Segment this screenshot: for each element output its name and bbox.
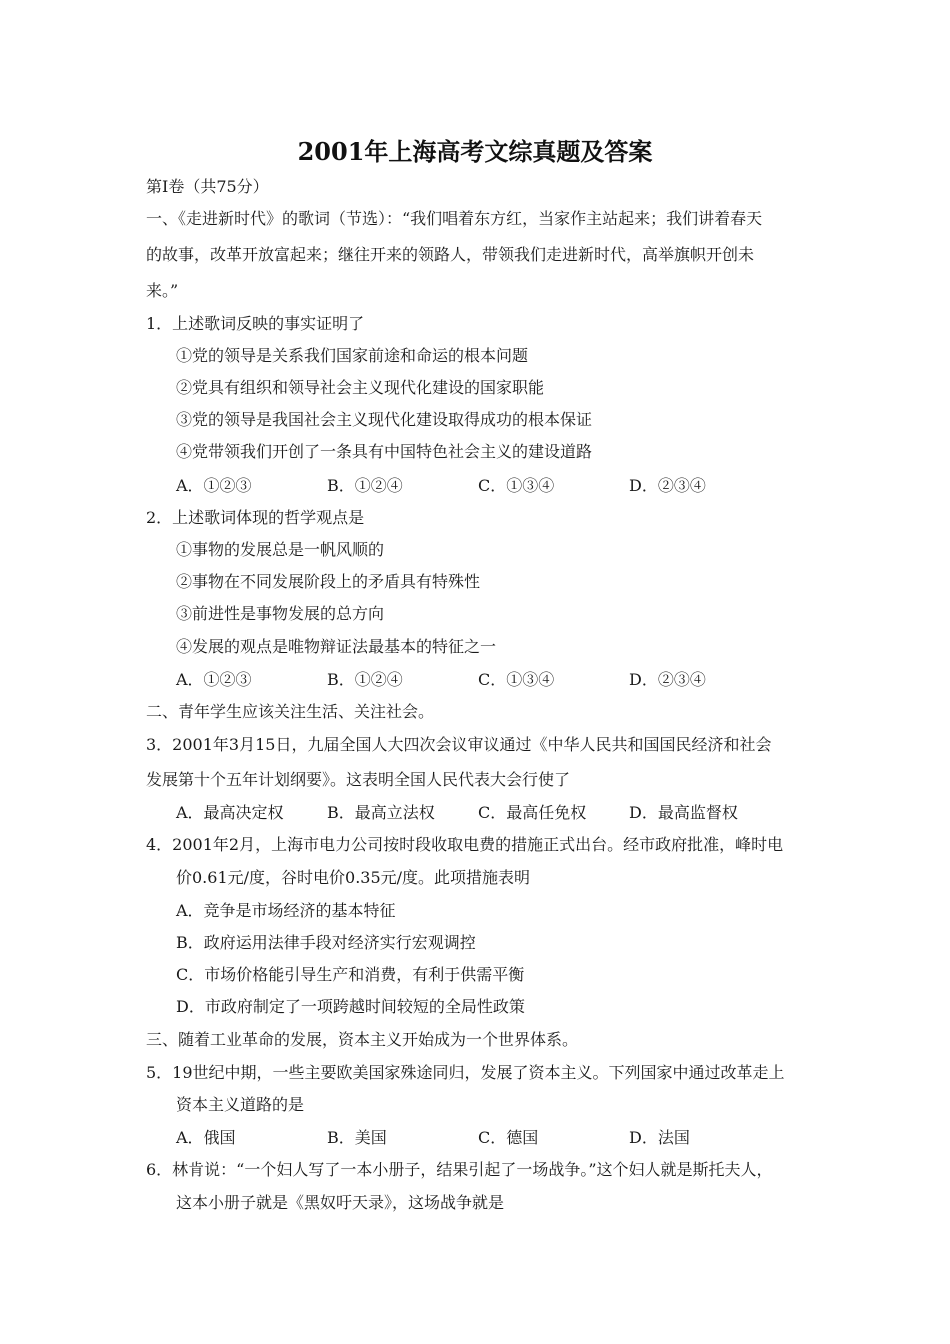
q1-option-a: A．①②③ (176, 476, 252, 495)
q1-item: ②党具有组织和领导社会主义现代化建设的国家职能 (176, 378, 545, 397)
q1-option-b: B．①②④ (327, 476, 403, 495)
q5-line: 5．19世纪中期，一些主要欧美国家殊途同归，发展了资本主义。下列国家中通过改革走上 (146, 1063, 785, 1082)
q3-option-d: D．最高监督权 (629, 803, 738, 822)
document-title: 2001年上海高考文综真题及答案 (297, 137, 653, 166)
section2-heading: 二、青年学生应该关注生活、关注社会。 (146, 702, 435, 721)
q6-line: 6．林肯说：“一个妇人写了一本小册子，结果引起了一场战争。”这个妇人就是斯托夫人， (146, 1160, 773, 1179)
volume-heading: 第Ⅰ卷（共75分） (146, 177, 269, 196)
q4-option-b: B．政府运用法律手段对经济实行宏观调控 (176, 933, 476, 952)
q5-option-d: D．法国 (629, 1128, 690, 1147)
q2-option-b: B．①②④ (327, 670, 403, 689)
q2-item: ①事物的发展总是一帆风顺的 (176, 540, 385, 559)
q3-option-c: C．最高任免权 (478, 803, 587, 822)
q1-item: ④党带领我们开创了一条具有中国特色社会主义的建设道路 (176, 442, 593, 461)
q2-item: ②事物在不同发展阶段上的矛盾具有特殊性 (176, 572, 481, 591)
q2-item: ③前进性是事物发展的总方向 (176, 604, 385, 623)
q2-option-d: D．②③④ (629, 670, 706, 689)
q3-option-b: B．最高立法权 (327, 803, 435, 822)
q2-option-c: C．①③④ (478, 670, 555, 689)
q5-options (176, 1127, 776, 1149)
q3-line: 发展第十个五年计划纲要》。这表明全国人民代表大会行使了 (146, 770, 571, 789)
q4-line: 价0.61元/度，谷时电价0.35元/度。此项措施表明 (176, 868, 531, 887)
q3-option-a: A．最高决定权 (176, 803, 284, 822)
q3-line: 3．2001年3月15日，九届全国人大四次会议审议通过《中华人民共和国国民经济和社会 (146, 735, 772, 754)
q1-option-c: C．①③④ (478, 476, 555, 495)
q5-option-a: A．俄国 (176, 1128, 236, 1147)
q2-stem: 2．上述歌词体现的哲学观点是 (146, 508, 365, 527)
q1-options (176, 475, 776, 497)
q1-option-d: D．②③④ (629, 476, 706, 495)
q1-item: ①党的领导是关系我们国家前途和命运的根本问题 (176, 346, 529, 365)
q3-options (176, 802, 776, 824)
section1-line: 来。” (146, 281, 179, 300)
q2-option-a: A．①②③ (176, 670, 252, 689)
q4-option-d: D．市政府制定了一项跨越时间较短的全局性政策 (176, 997, 525, 1016)
q1-item: ③党的领导是我国社会主义现代化建设取得成功的根本保证 (176, 410, 593, 429)
q5-line: 资本主义道路的是 (176, 1095, 305, 1114)
q4-line: 4．2001年2月，上海市电力公司按时段收取电费的措施正式出台。经市政府批准，峰时电 (146, 835, 784, 854)
q6-line: 这本小册子就是《黑奴吁天录》，这场战争就是 (176, 1193, 505, 1212)
section3-heading: 三、随着工业革命的发展，资本主义开始成为一个世界体系。 (146, 1030, 579, 1049)
q5-option-c: C．德国 (478, 1128, 539, 1147)
q2-item: ④发展的观点是唯物辩证法最基本的特征之一 (176, 637, 497, 656)
q4-option-a: A．竞争是市场经济的基本特征 (176, 901, 396, 920)
q4-option-c: C．市场价格能引导生产和消费，有利于供需平衡 (176, 965, 525, 984)
q2-options (176, 669, 776, 691)
q5-option-b: B．美国 (327, 1128, 387, 1147)
section1-line: 的故事，改革开放富起来；继往开来的领路人，带领我们走进新时代，高举旗帜开创未 (146, 245, 755, 264)
q1-stem: 1．上述歌词反映的事实证明了 (146, 314, 365, 333)
section1-line: 一、《走进新时代》的歌词（节选）：“我们唱着东方红，当家作主站起来；我们讲着春天 (146, 209, 763, 228)
